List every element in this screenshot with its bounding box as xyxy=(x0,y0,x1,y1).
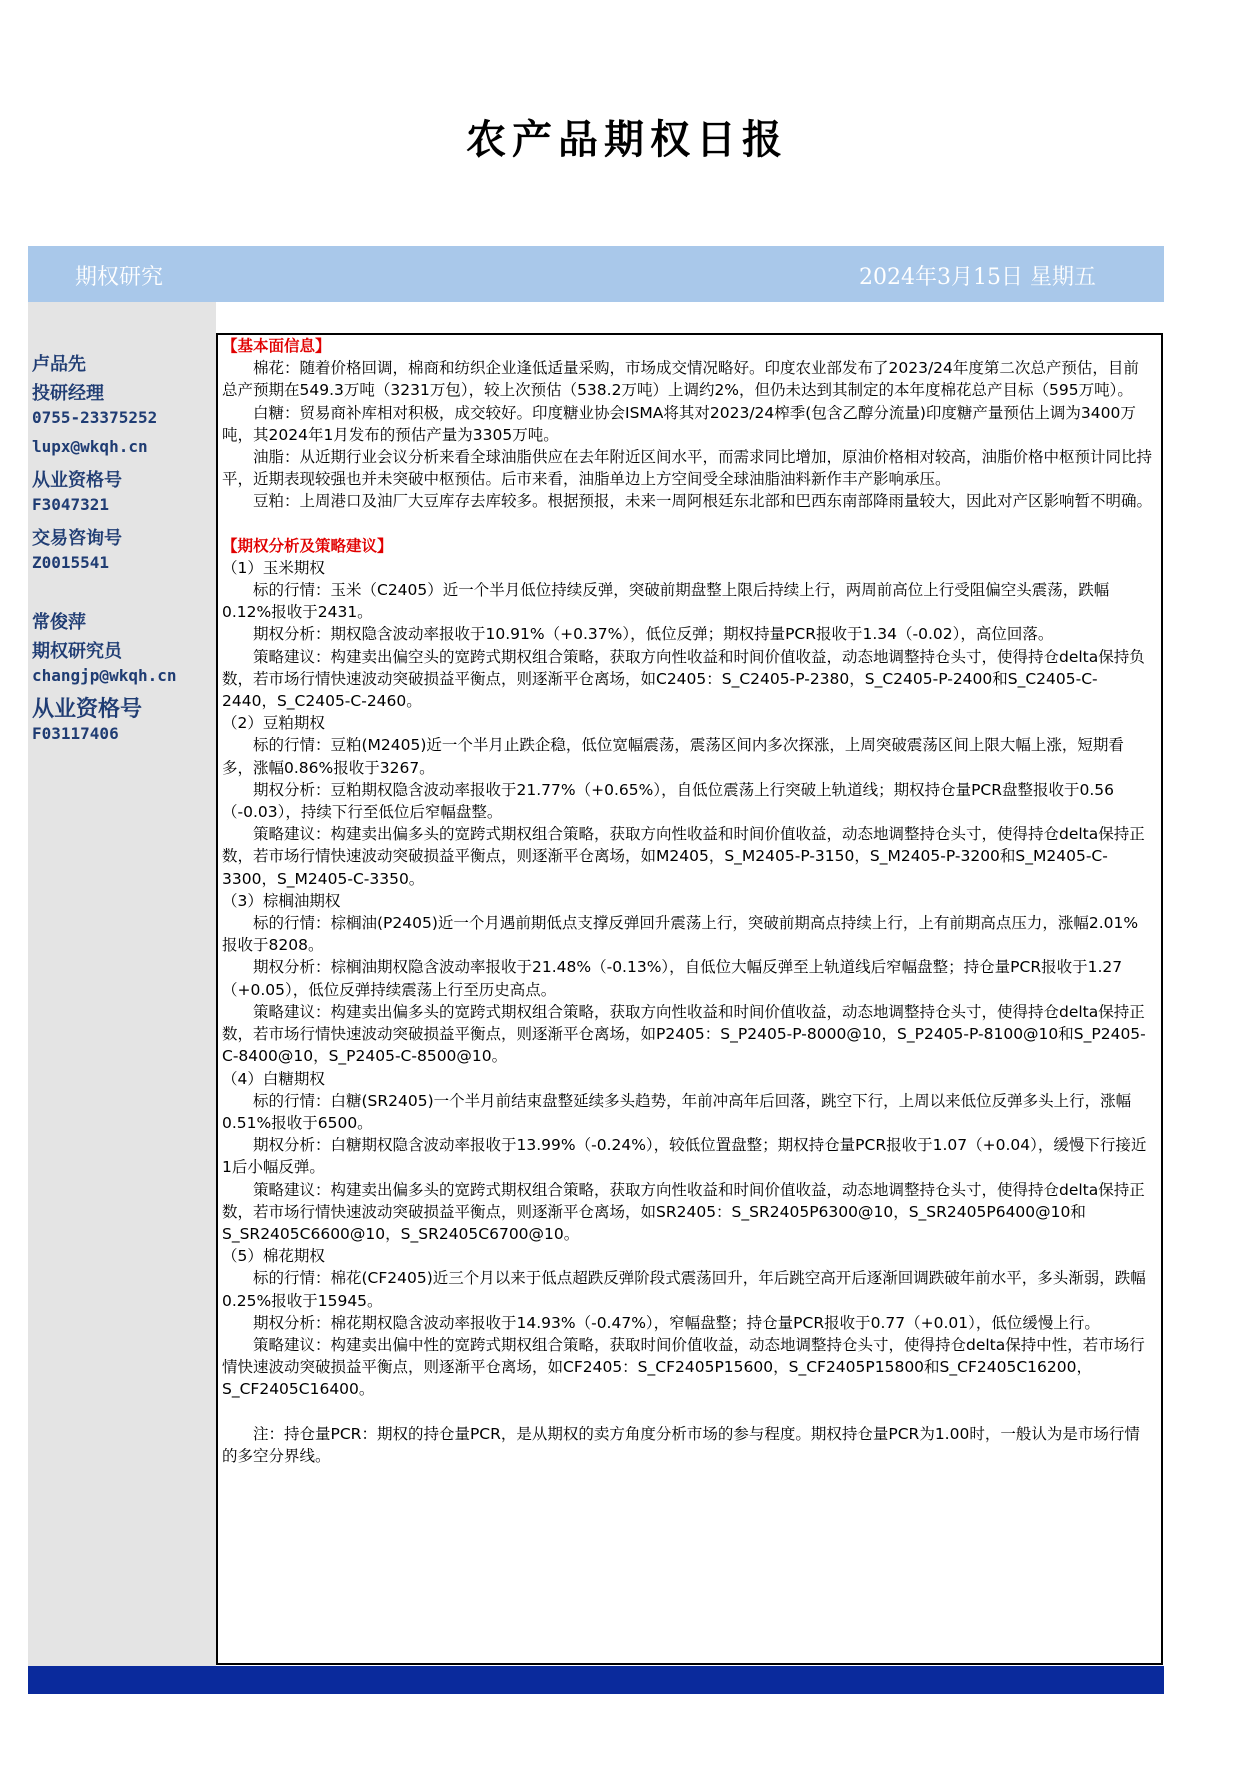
soymeal-market: 标的行情：豆粕(M2405)近一个半月止跌企稳，低位宽幅震荡，震荡区间内多次探涨，上周突破震荡区间上限大幅上涨，短期看多，涨幅0.86%报收于3267。 xyxy=(222,736,1124,777)
sugar-option-analysis: 期权分析：白糖期权隐含波动率报收于13.99%（-0.24%），较低位置盘整；期权持仓量PCR报收于1.07（+0.04），缓慢下行接近1后小幅反弹。 xyxy=(222,1136,1147,1177)
corn-option-analysis: 期权分析：期权隐含波动率报收于10.91%（+0.37%），低位反弹；期权持量PCR报收于1.34（-0.02），高位回落。 xyxy=(253,625,1054,644)
footer-bar xyxy=(28,1666,1164,1694)
analyst-email: lupx@wkqh.cn xyxy=(32,437,148,456)
corn-section-title: （1）玉米期权 xyxy=(222,558,325,577)
consulting-number: Z0015541 xyxy=(32,553,110,572)
cotton-option-analysis: 期权分析：棉花期权隐含波动率报收于14.93%（-0.47%），窄幅盘整；持仓量PCR报收于0.77（+0.01），低位缓慢上行。 xyxy=(253,1313,1100,1332)
corn-market: 标的行情：玉米（C2405）近一个半月低位持续反弹，突破前期盘整上限后持续上行，两周前高位上行受阻偏空头震荡，跌幅0.12%报收于2431。 xyxy=(222,581,1110,622)
researcher-qualification-label: 从业资格号 xyxy=(32,697,143,722)
report-body xyxy=(216,333,1163,1665)
banner-category: 期权研究 xyxy=(75,265,164,290)
cotton-section-title: （5）棉花期权 xyxy=(222,1247,325,1266)
soymeal-section-title: （2）豆粕期权 xyxy=(222,714,325,733)
qualification-number: F3047321 xyxy=(32,495,110,514)
sugar-strategy: 策略建议：构建卖出偏多头的宽跨式期权组合策略，获取方向性收益和时间价值收益，动态地调整持仓头寸，使得持仓delta保持正数，若市场行情快速波动突破损益平衡点，则逐渐平仓离场，如SR2405：S_SR2405P6300@10，S_SR2405P6400@10和S_SR2405C6600@10，S_SR2405C6700@10。 xyxy=(222,1180,1145,1243)
pcr-note: 注：持仓量PCR：期权的持仓量PCR，是从期权的卖方角度分析市场的参与程度。期权持仓量PCR为1.00时，一般认为是市场行情的多空分界线。 xyxy=(222,1424,1140,1465)
report-title: 农产品期权日报 xyxy=(466,116,788,163)
sugar-fundamentals: 白糖：贸易商补库相对积极，成交较好。印度糖业协会ISMA将其对2023/24榨季(包含乙醇分流量)印度糖产量预估上调为3400万吨，其2024年1月发布的预估产量为3305万吨。 xyxy=(222,403,1136,444)
soymeal-fundamentals: 豆粕：上周港口及油厂大豆库存去库较多。根据预报，未来一周阿根廷东北部和巴西东南部降雨量较大，因此对产区影响暂不明确。 xyxy=(253,492,1153,511)
palm-oil-option-analysis: 期权分析：棕榈油期权隐含波动率报收于21.48%（-0.13%），自低位大幅反弹至上轨道线后窄幅盘整；持仓量PCR报收于1.27（+0.05），低位反弹持续震荡上行至历史高点。 xyxy=(222,958,1123,999)
palm-oil-strategy: 策略建议：构建卖出偏多头的宽跨式期权组合策略，获取方向性收益和时间价值收益，动态地调整持仓头寸，使得持仓delta保持正数，若市场行情快速波动突破损益平衡点，则逐渐平仓离场，如P2405：S_P2405-P-8000@10，S_P2405-P-8100@10和S_P2405-C-8400@10，S_P2405-C-8500@10。 xyxy=(222,1002,1146,1066)
qualification-label: 从业资格号 xyxy=(32,470,122,491)
consulting-label: 交易咨询号 xyxy=(32,528,122,549)
sugar-section-title: （4）白糖期权 xyxy=(222,1069,325,1088)
palm-oil-section-title: （3）棕榈油期权 xyxy=(222,891,341,910)
researcher-title: 期权研究员 xyxy=(32,641,122,662)
basic-info-heading: 【基本面信息】 xyxy=(222,337,331,355)
cotton-market: 标的行情：棉花(CF2405)近三个月以来于低点超跌反弹阶段式震荡回升，年后跳空高开后逐渐回调跌破年前水平，多头渐弱，跌幅0.25%报收于15945。 xyxy=(222,1269,1146,1310)
corn-strategy: 策略建议：构建卖出偏空头的宽跨式期权组合策略，获取方向性收益和时间价值收益，动态地调整持仓头寸，使得持仓delta保持负数，若市场行情快速波动突破损益平衡点，则逐渐平仓离场，如C2405：S_C2405-P-2380，S_C2405-P-2400和S_C2405-C-2440，S_C2405-C-2460。 xyxy=(222,647,1145,711)
researcher-email: changjp@wkqh.cn xyxy=(32,666,177,685)
analyst-sidebar xyxy=(28,302,216,1666)
sugar-market: 标的行情：白糖(SR2405)一个半月前结束盘整延续多头趋势，年前冲高年后回落，跳空下行，上周以来低位反弹多头上行，涨幅0.51%报收于6500。 xyxy=(222,1091,1132,1132)
cotton-strategy: 策略建议：构建卖出偏中性的宽跨式期权组合策略，获取时间价值收益，动态地调整持仓头寸，使得持仓delta保持中性，若市场行情快速波动突破损益平衡点，则逐渐平仓离场，如CF2405：S_CF2405P15600，S_CF2405P15800和S_CF2405C16200，S_CF2405C16400。 xyxy=(222,1335,1145,1399)
analysis-heading: 【期权分析及策略建议】 xyxy=(222,536,393,555)
researcher-qualification-number: F03117406 xyxy=(32,724,119,743)
report-text xyxy=(222,335,1152,1467)
analyst-title: 投研经理 xyxy=(32,383,104,404)
analyst-name: 卢品先 xyxy=(32,354,86,375)
palm-oil-market: 标的行情：棕榈油(P2405)近一个月遇前期低点支撑反弹回升震荡上行，突破前期高点持续上行，上有前期高点压力，涨幅2.01%报收于8208。 xyxy=(222,914,1139,955)
header-banner xyxy=(28,246,1164,302)
oil-fundamentals: 油脂：从近期行业会议分析来看全球油脂供应在去年附近区间水平，而需求同比增加，原油价格相对较高，油脂价格中枢预计同比持平，近期表现较强也并未突破中枢预估。后市来看，油脂单边上方空间受全球油脂油料新作丰产影响承压。 xyxy=(222,448,1153,489)
soymeal-strategy: 策略建议：构建卖出偏多头的宽跨式期权组合策略，获取方向性收益和时间价值收益，动态地调整持仓头寸，使得持仓delta保持正数，若市场行情快速波动突破损益平衡点，则逐渐平仓离场，如M2405，S_M2405-P-3150，S_M2405-P-3200和S_M2405-C-3300，S_M2405-C-3350。 xyxy=(222,825,1145,888)
banner-date: 2024年3月15日 星期五 xyxy=(859,265,1096,290)
researcher-name: 常俊萍 xyxy=(32,612,86,633)
soymeal-option-analysis: 期权分析：豆粕期权隐含波动率报收于21.77%（+0.65%），自低位震荡上行突破上轨道线；期权持仓量PCR盘整报收于0.56（-0.03），持续下行至低位后窄幅盘整。 xyxy=(222,780,1115,822)
cotton-fundamentals: 棉花：随着价格回调，棉商和纺织企业逢低适量采购，市场成交情况略好。印度农业部发布了2023/24年度第二次总产预估，目前总产预期在549.3万吨（3231万包），较上次预估（538.2万吨）上调约2%，但仍未达到其制定的本年度棉花总产目标（595万吨）。 xyxy=(222,359,1139,400)
analyst-phone: 0755-23375252 xyxy=(32,408,158,427)
